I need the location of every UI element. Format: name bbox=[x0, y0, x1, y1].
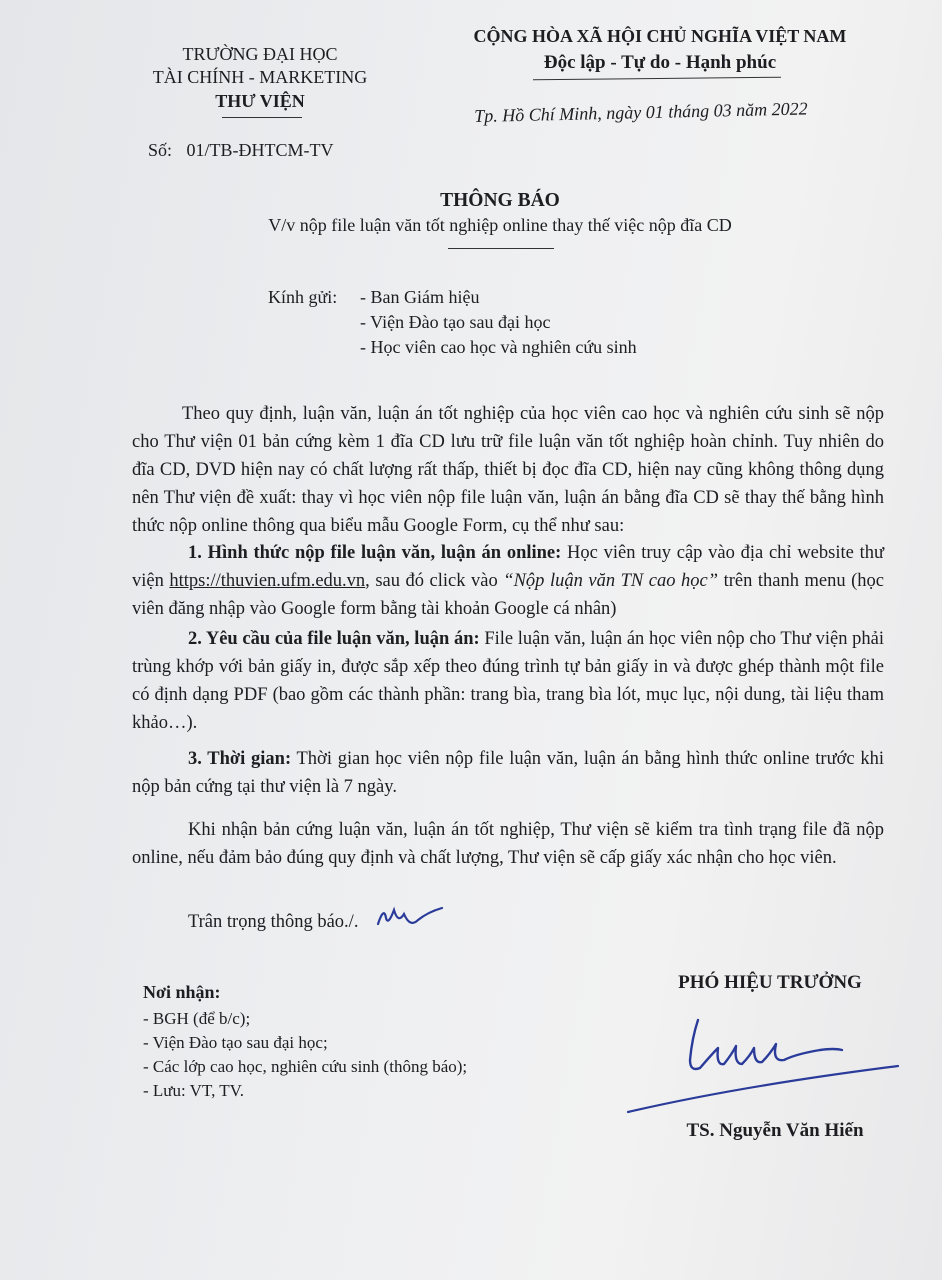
handwritten-signature-icon bbox=[620, 1008, 910, 1118]
national-motto: Độc lập - Tự do - Hạnh phúc bbox=[543, 52, 777, 73]
item1-text: trên thanh menu (học viên đăng nhập vào Google form bằng tài khoản Google cá nhân) bbox=[132, 571, 884, 619]
document-number-label: Số: bbox=[148, 140, 173, 160]
university-name: TRƯỜNG ĐẠI HỌC bbox=[182, 44, 338, 64]
item2-paragraph bbox=[132, 625, 884, 737]
regards-text: Trân trọng thông báo./. bbox=[188, 912, 359, 932]
closing-paragraph: Khi nhận bản cứng luận văn, luận án tốt nghiệp, Thư viện sẽ kiểm tra tình trạng file đã nộp online, nếu đảm bảo đúng quy định và chất lượng, Thư viện sẽ cấp giấy xác nhận cho học viên. bbox=[132, 820, 884, 868]
recipient-item: - Học viên cao học và nghiên cứu sinh bbox=[360, 337, 637, 357]
university-name-2: TÀI CHÍNH - MARKETING bbox=[152, 67, 368, 87]
national-title: CỘNG HÒA XÃ HỘI CHỦ NGHĨA VIỆT NAM bbox=[473, 26, 847, 46]
recipients-label: Kính gửi: bbox=[268, 287, 338, 307]
recipient-item: - Ban Giám hiệu bbox=[360, 287, 480, 307]
item3-text: Thời gian học viên nộp file luận văn, luận án bằng hình thức online trước khi nộp bản cứng tại thư viện là 7 ngày. bbox=[132, 749, 884, 797]
distribution-item: - Lưu: VT, TV. bbox=[143, 1081, 244, 1100]
body-intro bbox=[132, 400, 884, 540]
motto-underline bbox=[533, 77, 781, 81]
menu-item-quote: “Nộp luận văn TN cao học” bbox=[503, 571, 719, 591]
signer-name: TS. Nguyễn Văn Hiến bbox=[686, 1120, 864, 1141]
body-item-1 bbox=[132, 539, 884, 623]
document-number-value: 01/TB-ĐHTCM-TV bbox=[186, 140, 334, 160]
body-item-3 bbox=[132, 745, 884, 801]
item1-text: Học viên truy cập vào địa chỉ website thư viện bbox=[132, 543, 884, 591]
document-number bbox=[148, 140, 334, 161]
body-item-2 bbox=[132, 625, 884, 737]
initials-mark-icon bbox=[370, 900, 450, 934]
document-subject: V/v nộp file luận văn tốt nghiệp online thay thế việc nộp đĩa CD bbox=[268, 215, 732, 235]
distribution-item: - Các lớp cao học, nghiên cứu sinh (thông báo); bbox=[143, 1057, 468, 1076]
body-closing bbox=[132, 816, 884, 872]
header-left-underline bbox=[222, 117, 302, 118]
recipient-item: - Viện Đào tạo sau đại học bbox=[360, 312, 551, 332]
item3-heading: 3. Thời gian: bbox=[188, 749, 292, 769]
department-name: THƯ VIỆN bbox=[215, 91, 305, 111]
document-date: Tp. Hồ Chí Minh, ngày 01 tháng 03 năm 2022 bbox=[474, 98, 808, 126]
item1-heading: 1. Hình thức nộp file luận văn, luận án online: bbox=[188, 543, 562, 563]
item1-paragraph bbox=[132, 539, 884, 623]
title-underline bbox=[448, 248, 554, 249]
distribution-item: - Viện Đào tạo sau đại học; bbox=[143, 1033, 328, 1052]
signer-title: PHÓ HIỆU TRƯỞNG bbox=[678, 972, 862, 993]
item2-heading: 2. Yêu cầu của file luận văn, luận án: bbox=[188, 629, 480, 649]
library-website-link[interactable]: https://thuvien.ufm.edu.vn bbox=[169, 571, 366, 591]
document-title: THÔNG BÁO bbox=[440, 190, 560, 211]
distribution-label: Nơi nhận: bbox=[143, 982, 221, 1002]
item3-paragraph bbox=[132, 745, 884, 801]
item2-text: File luận văn, luận án học viên nộp cho Thư viện phải trùng khớp với bản giấy in, được sắp xếp theo đúng trình tự bản giấy in và được ghép thành một file có định dạng PDF (bao gồm các thành phần: trang bìa, trang bìa lót, mục lục, nội dung, tài liệu tham khảo…). bbox=[132, 629, 885, 733]
intro-paragraph: Theo quy định, luận văn, luận án tốt nghiệp của học viên cao học và nghiên cứu sinh sẽ nộp cho Thư viện 01 bản cứng kèm 1 đĩa CD lưu trữ file luận văn tốt nghiệp hoàn chỉnh. Tuy nhiên do đĩa CD, DVD hiện nay có chất lượng rất thấp, thiết bị đọc đĩa CD, hiện nay cũng không thông dụng nên Thư viện đề xuất: thay vì học viên nộp file luận văn, luận án bằng đĩa CD sẽ thay thế bằng hình thức nộp online thông qua biểu mẫu Google Form, cụ thể như sau: bbox=[132, 404, 884, 536]
distribution-item: - BGH (để b/c); bbox=[143, 1009, 251, 1028]
item1-text: , sau đó click vào bbox=[365, 571, 504, 591]
